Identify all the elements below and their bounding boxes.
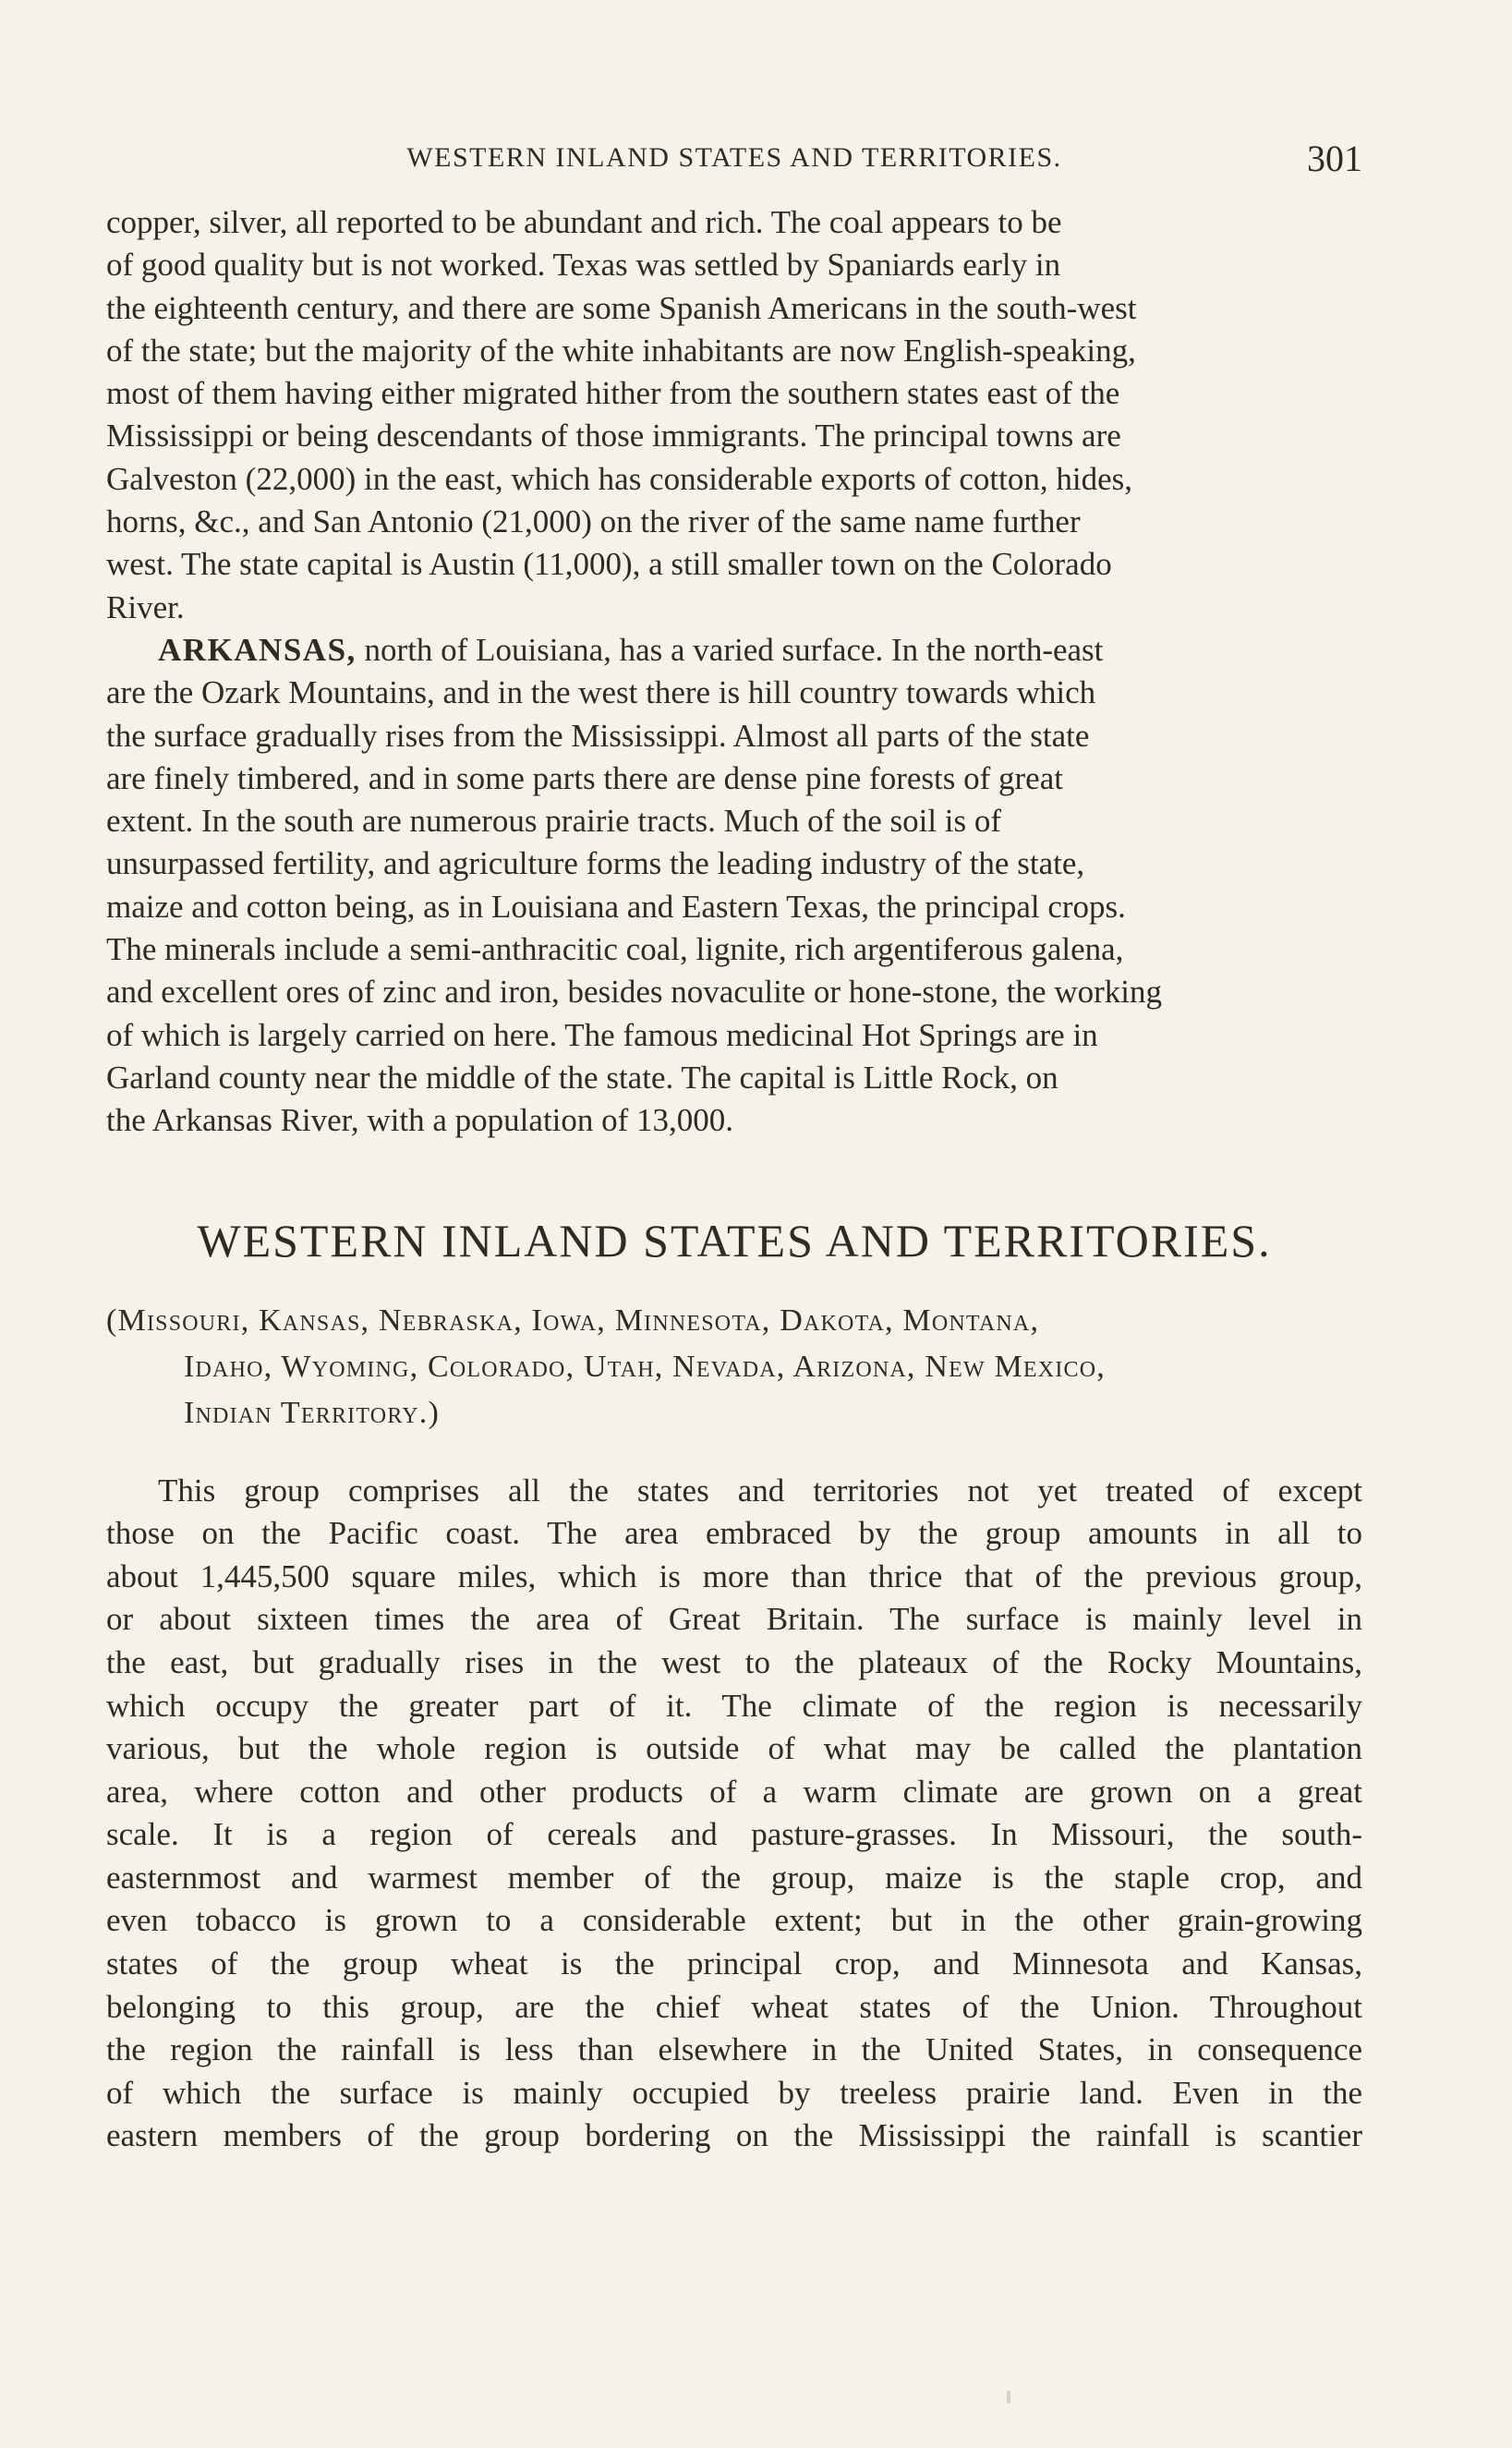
section-body-paragraph: This group comprises all the states and territories not yet treated of except those on the Pacific coast. The area embraced by the group amounts in all to about 1,445,500 square miles, which is more than thrice that of the previous group, or about sixteen times the area of Great Britain. The surface is mainly level in the east, but gradually rises in the west to the plateaux of the Rocky Mountains, which occupy the greater part of it. The climate of the region is necessarily various, but the whole region is outside of what may be called the plantation area, where cotton and other products of a warm climate are grown on a great scale. It is a region of cereals and pasture-grasses. In Missouri, the south- easternmost and warmest member of the group, maize is the staple crop, and even tobacco is grown to a considerable extent; but in the other grain-growing states of the group wheat is the principal crop, and Minnesota and Kansas, belonging to this group, are the chief wheat states of the Union. Throughout the region the rainfall is less than elsewhere in the United States, in consequence of which the surface is mainly occupied by treeless prairie land. Even in the eastern members of the group bordering on the Mississippi the rainfall is scantier	[106, 1472, 1362, 2154]
arkansas-text: north of Louisiana, has a varied surface. In the north-east are the Ozark Mountains, and in the west there is hill country towards which the surface gradually rises from the Mississippi. Almost all parts of the state are finely timbered, and in some parts there are dense pine forests of great extent. In the south are numerous prairie tracts. Much of the soil is of unsurpassed fertility, and agriculture forms the leading industry of the state, maize and cotton being, as in Louisiana and Eastern Texas, the principal crops. The minerals include a semi-anthracitic coal, lignite, rich argentiferous galena, and excellent ores of zinc and iron, besides novaculite or hone-stone, the working of which is largely carried on here. The famous medicinal Hot Springs are in Garland county near the middle of the state. The capital is Little Rock, on the Arkansas River, with a population of 13,000.	[106, 631, 1162, 1139]
page-number: 301	[1307, 138, 1362, 179]
texas-continuation-paragraph: copper, silver, all reported to be abundant and rich. The coal appears to be of good quality but is not worked. Texas was settled by Spaniards early in the eighteenth century, and there are some Spanish Americans in the south-west of the state; but the majority of the white inhabitants are now English-speaking, most of them having either migrated hither from the southern states east of the Mississippi or being descendants of those immigrants. The principal towns are Galveston (22,000) in the east, which has considerable exports of cotton, hides, horns, &c., and San Antonio (21,000) on the river of the same name further west. The state capital is Austin (11,000), a still smaller town on the Colorado River.	[106, 204, 1137, 625]
arkansas-lead-word: ARKANSAS,	[158, 631, 357, 668]
running-head	[106, 137, 1362, 183]
section-heading: WESTERN INLAND STATES AND TERRITORIES.	[197, 1214, 1272, 1266]
arkansas-paragraph	[106, 629, 1362, 1143]
states-list: (Missouri, Kansas, Nebraska, Iowa, Minnesota, Dakota, Montana, Idaho, Wyoming, Colorado, Utah, Nevada, Arizona, New Mexico, Indian Territory.)	[106, 1303, 1106, 1430]
running-title: WESTERN INLAND STATES AND TERRITORIES.	[406, 142, 1062, 173]
text-column	[106, 201, 1362, 2158]
paper-speck	[1007, 2391, 1010, 2404]
